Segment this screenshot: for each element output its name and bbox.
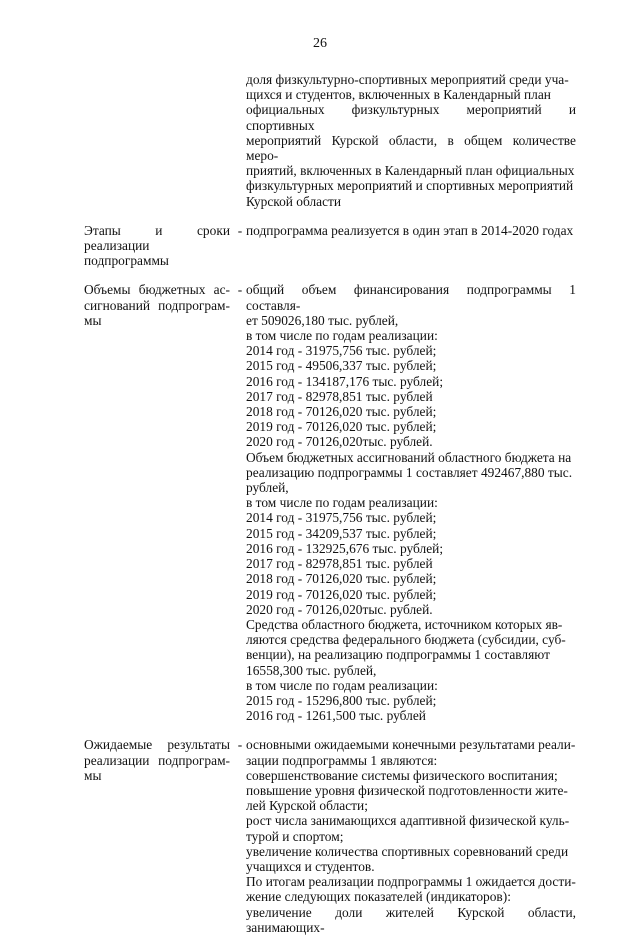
content-line: Объем бюджетных ассигнований областного бюджета на — [246, 449, 572, 465]
content-line: в том числе по годам реализации: — [246, 677, 438, 693]
content-line: 2014 год - 31975,756 тыс. рублей; — [246, 510, 437, 526]
content-line: рублей, — [246, 480, 289, 496]
page-number: 26 — [313, 36, 327, 51]
content-line: 2016 год - 1261,500 тыс. рублей — [246, 708, 426, 724]
content-line: 16558,300 тыс. рублей, — [246, 662, 377, 678]
content-line: 2018 год - 70126,020 тыс. рублей; — [246, 404, 437, 420]
content-line: реализацию подпрограммы 1 составляет 492467,880 тыс. — [246, 464, 573, 480]
passport-row-expected-results — [84, 737, 576, 935]
content-line: доля физкультурно-спортивных мероприятий среди уча- — [246, 72, 569, 87]
content-line: ет 509026,180 тыс. рублей, — [246, 312, 399, 328]
content-line: в том числе по годам реализации: — [246, 328, 438, 344]
content-line: жение следующих показателей (индикаторов): — [246, 889, 511, 905]
content-line: 2015 год - 15296,800 тыс. рублей; — [246, 692, 437, 708]
content-line: щихся и студентов, включенных в Календарный план — [246, 87, 551, 103]
row-label: Этапы и сроки реализации подпрограммы — [84, 222, 230, 269]
content-line: официальных физкультурных мероприятий и спортивных — [246, 102, 576, 133]
content-line: основными ожидаемыми конечными результатами реали- — [246, 737, 576, 753]
content-line: 2020 год - 70126,020тыс. рублей. — [246, 601, 433, 617]
row-label: Объемы бюджетных ас-сигнований подпрограм-мы — [84, 282, 230, 328]
row-dash — [234, 72, 246, 209]
passport-row-stages — [84, 223, 576, 269]
row-content — [246, 223, 576, 269]
content-line: увеличение количества спортивных соревнований среди — [246, 843, 569, 859]
row-content — [246, 72, 576, 209]
content-line: зации подпрограммы 1 являются: — [246, 752, 438, 768]
content-line: общий объем финансирования подпрограммы 1 составля- — [246, 282, 576, 313]
content-line: ляются средства федерального бюджета (субсидии, суб- — [246, 632, 566, 648]
passport-row-indicators — [84, 72, 576, 209]
content-line: совершенствование системы физического воспитания; — [246, 767, 558, 783]
content-line: Курской области — [246, 193, 342, 209]
content-line: Средства областного бюджета, источником которых яв- — [246, 616, 563, 632]
content-line: 2015 год - 34209,537 тыс. рублей; — [246, 525, 437, 541]
row-label: Ожидаемые результаты реализации подпрограм-мы — [84, 737, 230, 783]
content-line: венции), на реализацию подпрограммы 1 составляют — [246, 647, 550, 663]
row-content — [246, 282, 576, 723]
content-line: турой и спортом; — [246, 828, 344, 844]
content-line: 2019 год - 70126,020 тыс. рублей; — [246, 586, 437, 602]
content-line: 2016 год - 132925,676 тыс. рублей; — [246, 540, 444, 556]
row-dash: - — [237, 737, 243, 753]
content-line: 2020 год - 70126,020тыс. рублей. — [246, 434, 433, 450]
content-line: приятий, включенных в Календарный план официальных — [246, 163, 575, 179]
row-label — [84, 72, 234, 209]
row-dash: - — [237, 282, 243, 298]
content-line: 2018 год - 70126,020 тыс. рублей; — [246, 571, 437, 587]
row-content — [246, 737, 576, 935]
content-line: повышение уровня физической подготовленности жите- — [246, 782, 568, 798]
content-line: 2017 год - 82978,851 тыс. рублей — [246, 556, 433, 572]
row-dash: - — [237, 222, 243, 238]
content-line: мероприятий Курской области, в общем количестве меро- — [246, 132, 576, 164]
content-line: в том числе по годам реализации: — [246, 495, 438, 511]
content-line: подпрограмма реализуется в один этап в 2014-2020 годах — [246, 222, 574, 238]
content-line: физкультурных мероприятий и спортивных мероприятий — [246, 178, 574, 194]
content-line: 2017 год - 82978,851 тыс. рублей — [246, 388, 433, 404]
content-line: По итогам реализации подпрограммы 1 ожидается дости- — [246, 874, 576, 890]
content-line: рост числа занимающихся адаптивной физической куль- — [246, 813, 570, 829]
content-line: 2016 год - 134187,176 тыс. рублей; — [246, 373, 444, 389]
content-line: 2019 год - 70126,020 тыс. рублей; — [246, 419, 437, 435]
passport-row-budget — [84, 282, 576, 723]
content-line: 2015 год - 49506,337 тыс. рублей; — [246, 358, 437, 374]
content-line: увеличение доли жителей Курской области, занимающих- — [246, 904, 576, 935]
content-line: 2014 год - 31975,756 тыс. рублей; — [246, 343, 437, 359]
content-line: лей Курской области; — [246, 798, 368, 814]
content-line: учащихся и студентов. — [246, 858, 375, 874]
program-passport-table — [84, 72, 576, 949]
